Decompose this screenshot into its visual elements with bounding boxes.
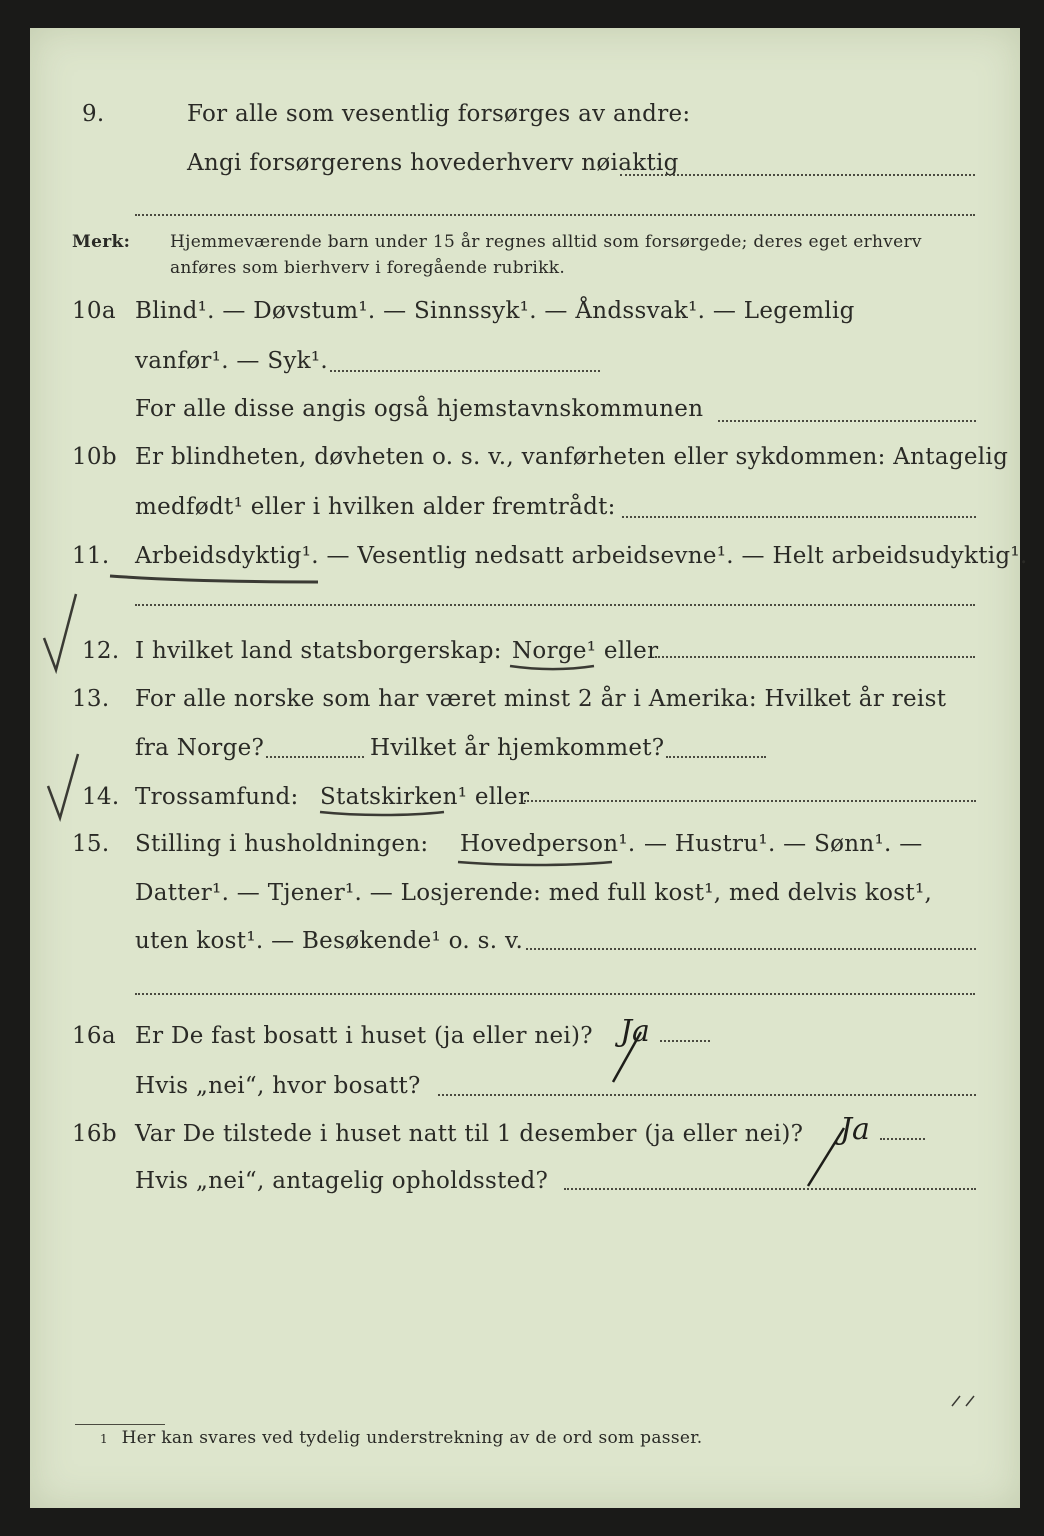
answer-field[interactable] — [330, 370, 600, 372]
question-number: 13. — [72, 686, 110, 712]
answer-field[interactable] — [135, 993, 975, 995]
question-text: vanfør¹. — Syk¹. — [135, 348, 329, 374]
footnote-text: Her kan svares ved tydelig understrekning av de ord som passer. — [121, 1428, 703, 1448]
question-number: 10a — [72, 298, 116, 324]
footnote-rule — [75, 1424, 165, 1425]
question-text: Er blindheten, døvheten o. s. v., vanførheten eller sykdommen: Antagelig — [135, 444, 1009, 470]
question-text: fra Norge? — [135, 735, 265, 761]
answer-field[interactable] — [655, 656, 975, 658]
question-number: 12. — [82, 638, 120, 664]
question-text: Var De tilstede i huset natt til 1 desember (ja eller nei)? — [135, 1121, 804, 1147]
answer-field[interactable] — [880, 1138, 925, 1140]
handwritten-answer: Ja — [620, 1014, 650, 1049]
question-number: 15. — [72, 831, 110, 857]
question-text: Er De fast bosatt i huset (ja eller nei)? — [135, 1023, 593, 1049]
question-text: Trossamfund: — [135, 784, 299, 810]
answer-field[interactable] — [526, 948, 976, 950]
footnote-mark: 1 — [100, 1432, 108, 1446]
note-text: Hjemmeværende barn under 15 år regnes alltid som forsørgede; deres eget erhverv — [170, 232, 922, 252]
census-form-sheet — [30, 28, 1028, 1508]
answer-field[interactable] — [438, 1094, 976, 1096]
handwritten-underline — [508, 660, 598, 674]
handwritten-underline — [456, 854, 616, 870]
handwritten-underline — [108, 568, 328, 588]
question-number: 16b — [72, 1121, 117, 1147]
question-text: Hvis „nei“, antagelig opholdssted? — [135, 1168, 549, 1194]
footnote — [100, 1428, 702, 1448]
question-text: I hvilket land statsborgerskap: — [135, 638, 502, 664]
question-text: medfødt¹ eller i hvilken alder fremtrådt: — [135, 494, 616, 520]
answer-field[interactable] — [622, 516, 976, 518]
answer-field[interactable] — [564, 1188, 976, 1190]
question-number: 10b — [72, 444, 117, 470]
question-text: — Hustru¹. — Sønn¹. — — [644, 831, 923, 857]
handwritten-underline — [318, 806, 448, 820]
question-number: 11. — [72, 543, 110, 569]
question-text: uten kost¹. — Besøkende¹ o. s. v. — [135, 928, 524, 954]
handwritten-stroke — [800, 1124, 860, 1194]
question-text: Arbeidsdyktig¹. — Vesentlig nedsatt arbeidsevne¹. — Helt arbeidsudyktig¹. — [135, 543, 1028, 569]
answer-field[interactable] — [660, 1040, 710, 1042]
question-text: For alle disse angis også hjemstavnskommunen — [135, 396, 704, 422]
answer-field[interactable] — [620, 174, 975, 176]
answer-field[interactable] — [718, 420, 976, 422]
answer-field[interactable] — [135, 214, 975, 216]
question-number: 16a — [72, 1023, 116, 1049]
handwritten-answer: Ja — [840, 1112, 870, 1147]
question-text: Datter¹. — Tjener¹. — Losjerende: med full kost¹, med delvis kost¹, — [135, 880, 933, 906]
checkmark-icon — [40, 588, 90, 678]
pencil-mark — [950, 1390, 990, 1410]
note-label: Merk: — [72, 232, 131, 252]
question-text: Stilling i husholdningen: — [135, 831, 429, 857]
answer-option-norge: Norge¹ eller — [512, 638, 659, 664]
answer-field[interactable] — [666, 756, 766, 758]
question-number: 9. — [82, 101, 105, 127]
answer-option-hovedperson: Hovedperson¹. — [460, 831, 636, 857]
question-text: Blind¹. — Døvstum¹. — Sinnssyk¹. — Åndssvak¹. — Legemlig — [135, 298, 855, 324]
question-text: Hvilket år hjemkommet? — [370, 735, 665, 761]
question-text: Angi forsørgerens hovederhverv nøiaktig — [187, 150, 679, 176]
note-text: anføres som bierhverv i foregående rubrikk. — [170, 258, 566, 278]
answer-field[interactable] — [524, 800, 976, 802]
answer-option-statskirken: Statskirken¹ eller — [320, 784, 530, 810]
question-text: For alle som vesentlig forsørges av andre: — [187, 101, 691, 127]
question-number: 14. — [82, 784, 120, 810]
handwritten-stroke — [605, 1028, 655, 1088]
answer-field[interactable] — [135, 604, 975, 606]
question-text: Hvis „nei“, hvor bosatt? — [135, 1073, 421, 1099]
question-text: For alle norske som har været minst 2 år i Amerika: Hvilket år reist — [135, 686, 947, 712]
answer-field[interactable] — [266, 756, 364, 758]
